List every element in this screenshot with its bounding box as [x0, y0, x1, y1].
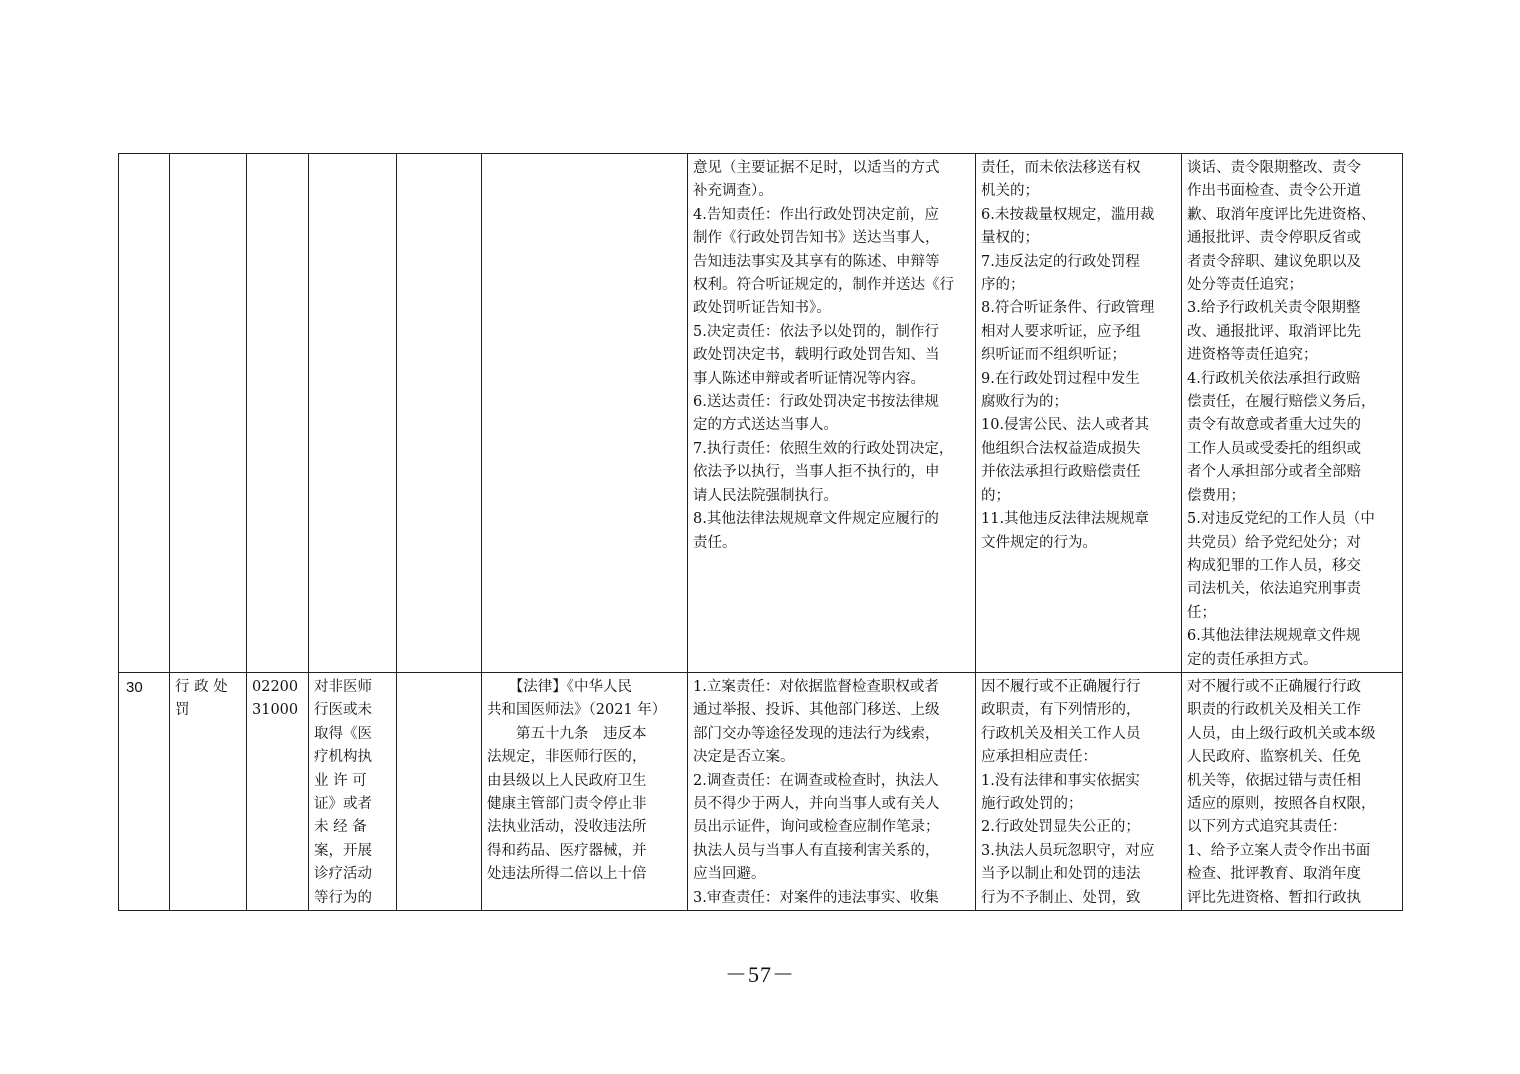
- text-line: 法执业活动，没收违法所: [487, 819, 647, 836]
- text-line: 人员，由上级行政机关或本级: [1187, 725, 1376, 742]
- text-line: 任；: [1187, 604, 1216, 621]
- text-line: 相对人要求听证，应予组: [981, 323, 1141, 340]
- text-line: 2.调查责任：在调查或检查时，执法人: [693, 772, 939, 789]
- text-line: 8.符合听证条件、行政管理: [981, 300, 1155, 317]
- text-line: 6.其他法律法规规章文件规: [1187, 628, 1361, 645]
- text-line: 责任，而未依法移送有权: [981, 160, 1141, 176]
- text-line: 请人民法院强制执行。: [693, 487, 838, 504]
- text-line: 31000: [252, 702, 299, 719]
- text-line: 工作人员或受委托的组织或: [1187, 440, 1361, 457]
- text-line: 谈话、责令限期整改、责令: [1187, 160, 1361, 176]
- cell-accountability-cases: [976, 672, 1182, 910]
- text-line: 法规定，非医师行医的，: [487, 749, 647, 766]
- text-line: 织听证而不组织听证；: [981, 347, 1126, 364]
- text-line: 应当回避。: [693, 866, 766, 883]
- text-line: 10.侵害公民、法人或者其: [981, 417, 1150, 434]
- cell-category: [170, 154, 247, 673]
- text-line: 量权的；: [981, 230, 1039, 247]
- text-line: 共和国医师法》（2021 年）: [487, 702, 667, 719]
- text-line: 腐败行为的；: [981, 394, 1068, 411]
- text-line: 改、通报批评、取消评比先: [1187, 323, 1361, 340]
- cell-number: [119, 154, 170, 673]
- text-line: 第五十九条 违反本: [487, 725, 647, 742]
- cell-category: [170, 672, 247, 910]
- cell-accountability-cases: [976, 154, 1182, 673]
- text-line: 行政机关及相关工作人员: [981, 725, 1141, 742]
- cell-basis: [482, 154, 688, 673]
- text-line: 决定是否立案。: [693, 749, 795, 766]
- cell-code: [247, 154, 309, 673]
- text-line: 者个人承担部分或者全部赔: [1187, 464, 1361, 481]
- text-line: 应承担相应责任：: [981, 749, 1097, 766]
- text-line: 事人陈述申辩或者听证情况等内容。: [693, 370, 925, 387]
- page-number: －57－: [724, 962, 795, 987]
- cell-basis: [482, 672, 688, 910]
- text-line: 政职责，有下列情形的，: [981, 702, 1141, 719]
- text-line: 意见（主要证据不足时，以适当的方式: [693, 160, 940, 176]
- text-line: 进资格等责任追究；: [1187, 347, 1318, 364]
- text-line: 告知违法事实及其享有的陈述、申辩等: [693, 253, 940, 270]
- text-line: 3.审查责任：对案件的违法事实、收集: [693, 889, 939, 906]
- text-line: 3.给予行政机关责令限期整: [1187, 300, 1361, 317]
- text-line: 8.其他法律法规规章文件规定应履行的: [693, 511, 939, 528]
- text-line: 02200: [252, 678, 299, 695]
- text-line: 对非医师: [314, 678, 372, 695]
- text-line: 序的；: [981, 277, 1025, 294]
- power-list-table: [118, 153, 1403, 911]
- text-line: 员不得少于两人，并向当事人或有关人: [693, 795, 940, 812]
- text-line: 职责的行政机关及相关工作: [1187, 702, 1361, 719]
- text-line: 通报批评、责令停职反省或: [1187, 230, 1361, 247]
- text-line: 1.立案责任：对依据监督检查职权或者: [693, 678, 939, 695]
- text-line: 权利。符合听证规定的，制作并送达《行: [693, 277, 954, 294]
- text-line: 者责令辞职、建议免职以及: [1187, 253, 1361, 270]
- cell-item: [309, 154, 397, 673]
- text-line: 证》或者: [314, 795, 372, 812]
- cell-accountability-methods: [1182, 154, 1403, 673]
- text-line: 5.对违反党纪的工作人员（中: [1187, 511, 1375, 528]
- text-line: 人民政府、监察机关、任免: [1187, 749, 1361, 766]
- text-line: 适应的原则，按照各自权限，: [1187, 795, 1376, 812]
- text-line: 责任。: [693, 534, 737, 551]
- text-line: 4.告知责任：作出行政处罚决定前，应: [693, 206, 939, 223]
- text-line: 9.在行政处罚过程中发生: [981, 370, 1140, 387]
- cell-number: [119, 672, 170, 910]
- text-line: 4.行政机关依法承担行政赔: [1187, 370, 1361, 387]
- text-line: 定的责任承担方式。: [1187, 651, 1318, 668]
- text-line: 未 经 备: [314, 819, 367, 836]
- cell-responsibility: [688, 672, 976, 910]
- text-line: 等行为的: [314, 889, 372, 906]
- table-row-continued: [119, 154, 1403, 673]
- text-line: 由县级以上人民政府卫生: [487, 772, 647, 789]
- text-line: 取得《医: [314, 725, 372, 742]
- text-line: 处分等责任追究；: [1187, 277, 1303, 294]
- text-line: 3.执法人员玩忽职守，对应: [981, 842, 1155, 859]
- text-line: 评比先进资格、暂扣行政执: [1187, 889, 1361, 906]
- row-number: 30: [126, 678, 143, 696]
- text-line: 6.未按裁量权规定，滥用裁: [981, 206, 1155, 223]
- text-line: 共党员）给予党纪处分；对: [1187, 534, 1361, 551]
- text-line: 员出示证件，询问或检查应制作笔录；: [693, 819, 940, 836]
- cell-subitem: [397, 154, 482, 673]
- text-line: 构成犯罪的工作人员，移交: [1187, 557, 1361, 574]
- cell-responsibility: [688, 154, 976, 673]
- text-line: 他组织合法权益造成损失: [981, 440, 1141, 457]
- text-line: 依法予以执行，当事人拒不执行的，申: [693, 464, 940, 481]
- text-line: 部门交办等途径发现的违法行为线索，: [693, 725, 940, 742]
- text-line: 歉、取消年度评比先进资格、: [1187, 206, 1376, 223]
- text-line: 因不履行或不正确履行行: [981, 678, 1141, 695]
- text-line: 作出书面检查、责令公开道: [1187, 183, 1361, 200]
- text-line: 执法人员与当事人有直接利害关系的，: [693, 842, 940, 859]
- text-line: 施行政处罚的；: [981, 795, 1083, 812]
- text-line: 7.执行责任：依照生效的行政处罚决定，: [693, 440, 954, 457]
- text-line: 处违法所得二倍以上十倍: [487, 866, 647, 883]
- text-line: 并依法承担行政赔偿责任: [981, 464, 1141, 481]
- text-line: 的；: [981, 487, 1010, 504]
- text-line: 6.送达责任：行政处罚决定书按法律规: [693, 394, 939, 411]
- text-line: 健康主管部门责令停止非: [487, 795, 647, 812]
- text-line: 对不履行或不正确履行行政: [1187, 678, 1361, 695]
- text-line: 偿责任，在履行赔偿义务后，: [1187, 394, 1376, 411]
- text-line: 【法律】《中华人民: [487, 678, 632, 695]
- text-line: 诊疗活动: [314, 866, 372, 883]
- text-line: 疗机构执: [314, 749, 372, 766]
- text-line: 业 许 可: [314, 772, 367, 789]
- text-line: 行医或未: [314, 702, 372, 719]
- text-line: 机关等，依据过错与责任相: [1187, 772, 1361, 789]
- text-line: 司法机关，依法追究刑事责: [1187, 581, 1361, 598]
- text-line: 1、给予立案人责令作出书面: [1187, 842, 1371, 859]
- text-line: 机关的；: [981, 183, 1039, 200]
- text-line: 文件规定的行为。: [981, 534, 1097, 551]
- cell-subitem: [397, 672, 482, 910]
- text-line: 行为不予制止、处罚，致: [981, 889, 1141, 906]
- text-line: 政处罚听证告知书》。: [693, 300, 831, 317]
- text-line: 11.其他违反法律法规规章: [981, 511, 1150, 528]
- text-line: 5.决定责任：依法予以处罚的，制作行: [693, 323, 939, 340]
- text-line: 得和药品、医疗器械，并: [487, 842, 647, 859]
- text-line: 定的方式送达当事人。: [693, 417, 838, 434]
- text-line: 7.违反法定的行政处罚程: [981, 253, 1140, 270]
- text-line: 以下列方式追究其责任：: [1187, 819, 1347, 836]
- text-line: 1.没有法律和事实依据实: [981, 772, 1140, 789]
- text-line: 责令有故意或者重大过失的: [1187, 417, 1361, 434]
- text-line: 当予以制止和处罚的违法: [981, 866, 1141, 883]
- text-line: 2.行政处罚显失公正的；: [981, 819, 1140, 836]
- cell-item: [309, 672, 397, 910]
- text-line: 补充调查）。: [693, 183, 773, 200]
- cell-code: [247, 672, 309, 910]
- text-line: 制作《行政处罚告知书》送达当事人，: [693, 230, 940, 247]
- text-line: 偿费用；: [1187, 487, 1245, 504]
- table-row-30: [119, 672, 1403, 910]
- text-line: 行 政 处: [175, 678, 228, 695]
- text-line: 政处罚决定书，载明行政处罚告知、当: [693, 347, 940, 364]
- text-line: 检查、批评教育、取消年度: [1187, 866, 1361, 883]
- text-line: 通过举报、投诉、其他部门移送、上级: [693, 702, 940, 719]
- text-line: 罚: [175, 702, 190, 719]
- cell-accountability-methods: [1182, 672, 1403, 910]
- text-line: 案，开展: [314, 842, 372, 859]
